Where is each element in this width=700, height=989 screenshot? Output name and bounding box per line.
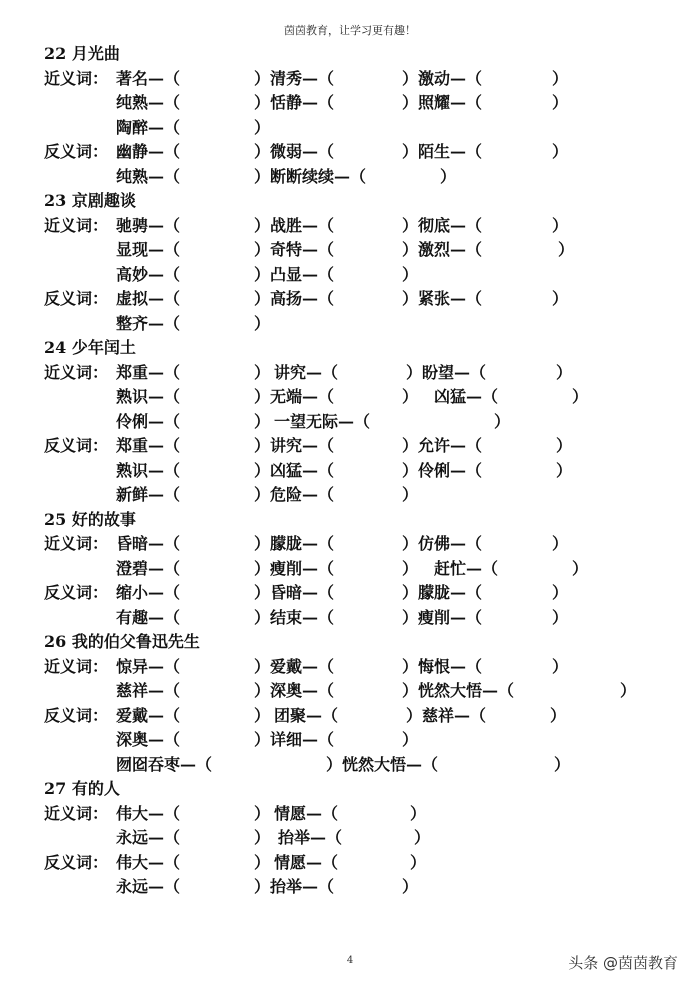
exercise-word: 郑重—（: [116, 362, 181, 382]
row-label: 近义词：: [44, 534, 109, 553]
exercise-word: 永远—（: [116, 877, 181, 896]
exercise-item: [418, 91, 482, 116]
answer-blank-close[interactable]: ）: [254, 877, 271, 896]
exercise-word: 战胜—（: [270, 215, 335, 235]
exercise-word: 有趣—（: [116, 607, 181, 627]
exercise-item: [418, 532, 482, 557]
exercise-row: [44, 483, 664, 508]
exercise-item: [116, 385, 180, 410]
answer-blank-close[interactable]: ）: [402, 460, 419, 480]
exercise-item: [116, 753, 212, 778]
exercise-word: 抬举—（: [278, 828, 343, 847]
answer-blank-close[interactable]: ）: [254, 142, 271, 161]
exercise-item: [270, 655, 334, 680]
lesson-title: [44, 42, 664, 67]
exercise-word: 缩小—（: [116, 583, 181, 602]
answer-blank-close[interactable]: ）: [402, 240, 419, 259]
exercise-word: 郑重—（: [116, 436, 181, 455]
exercise-row: [44, 581, 664, 606]
exercise-word: 无端—（: [270, 387, 335, 406]
exercise-item: [270, 875, 334, 900]
exercise-word: 昏暗—（: [116, 534, 181, 553]
answer-blank-close[interactable]: ）: [402, 607, 419, 627]
row-label: 反义词：: [44, 142, 109, 161]
exercise-item: [116, 91, 180, 116]
exercise-item: [274, 704, 338, 729]
watermark-text: 头条 @茵茵教育: [568, 954, 678, 972]
exercise-word: 盼望—（: [422, 362, 487, 382]
exercise-word: 情愿—（: [274, 852, 339, 872]
exercise-word: 新鲜—（: [116, 485, 181, 504]
lesson-title: [44, 189, 664, 214]
answer-blank-close[interactable]: ）: [402, 485, 419, 504]
lesson-title-text: 25 好的故事: [44, 509, 136, 529]
exercise-word: 虚拟—（: [116, 289, 181, 308]
exercise-row: [44, 116, 664, 141]
exercise-item: [270, 165, 366, 190]
exercise-item: [418, 655, 482, 680]
page-header: 茵茵教育，让学习更有趣！: [284, 24, 416, 37]
exercise-item: [278, 826, 342, 851]
watermark: [568, 952, 678, 973]
exercise-item: [434, 385, 498, 410]
answer-blank-close[interactable]: ）: [440, 166, 457, 186]
exercise-word: 伟大—（: [116, 852, 181, 872]
exercise-item: [116, 165, 180, 190]
exercise-row: [44, 312, 664, 337]
exercise-item: [434, 557, 498, 582]
answer-blank-close[interactable]: ）: [552, 656, 569, 676]
answer-blank-close[interactable]: ）: [402, 583, 419, 602]
exercise-row: [44, 91, 664, 116]
exercise-item: [270, 263, 334, 288]
exercise-row: [44, 67, 664, 92]
exercise-word: 高妙—（: [116, 264, 181, 284]
answer-blank-close[interactable]: ）: [552, 583, 569, 602]
answer-blank-close[interactable]: ）: [254, 313, 271, 333]
exercise-row: [44, 238, 664, 263]
exercise-word: 永远—（: [116, 828, 181, 847]
exercise-word: 幽静—（: [116, 142, 181, 161]
exercise-item: [270, 287, 334, 312]
exercise-item: [116, 581, 180, 606]
lesson-title-text: 26 我的伯父鲁迅先生: [44, 632, 200, 651]
exercise-item: [116, 459, 180, 484]
exercise-word: 恍然大悟—（: [418, 681, 515, 700]
exercise-word: 激动—（: [418, 68, 483, 88]
answer-blank-close[interactable]: ）: [414, 828, 431, 847]
exercise-word: 讲究—（: [274, 362, 339, 382]
exercise-item: [270, 532, 334, 557]
exercise-word: 熟识—（: [116, 387, 181, 406]
answer-blank-close[interactable]: ）: [402, 656, 419, 676]
exercise-word: 朦胧—（: [418, 583, 483, 602]
answer-blank-close[interactable]: ）: [254, 436, 271, 455]
answer-blank-close[interactable]: ）: [254, 68, 271, 88]
exercise-item: [116, 410, 180, 435]
answer-blank-close[interactable]: ）: [552, 607, 569, 627]
exercise-item: [116, 655, 180, 680]
answer-blank-close[interactable]: ）: [254, 117, 271, 137]
worksheet-body: [44, 42, 664, 900]
exercise-word: 彻底—（: [418, 215, 483, 235]
exercise-item: [418, 434, 482, 459]
answer-blank-close[interactable]: ）: [406, 362, 423, 382]
exercise-word: 著名—（: [116, 68, 181, 88]
exercise-item: [116, 434, 180, 459]
answer-blank-close[interactable]: ）: [402, 534, 419, 553]
exercise-item: [274, 361, 338, 386]
answer-blank-close[interactable]: ）: [402, 436, 419, 455]
exercise-item: [270, 728, 334, 753]
exercise-word: 讲究—（: [270, 436, 335, 455]
exercise-word: 深奥—（: [270, 681, 335, 700]
exercise-row: [44, 557, 664, 582]
answer-blank-close[interactable]: ）: [402, 142, 419, 161]
answer-blank-close[interactable]: ）: [552, 215, 569, 235]
exercise-item: [270, 91, 334, 116]
exercise-word: 赶忙—（: [434, 558, 499, 578]
exercise-item: [270, 679, 334, 704]
exercise-row: [44, 704, 664, 729]
exercise-item: [342, 753, 438, 778]
exercise-word: 奇特—（: [270, 240, 335, 259]
exercise-row: [44, 287, 664, 312]
answer-blank-close[interactable]: ）: [550, 705, 567, 725]
exercise-word: 恍然大悟—（: [342, 754, 439, 774]
exercise-word: 爱戴—（: [270, 656, 335, 676]
answer-blank-close[interactable]: ）: [254, 583, 271, 602]
exercise-row: [44, 214, 664, 239]
answer-blank-close[interactable]: ）: [556, 436, 573, 455]
answer-blank-close[interactable]: ）: [254, 362, 271, 382]
answer-blank-close[interactable]: ）: [254, 289, 271, 308]
exercise-word: 陶醉—（: [116, 117, 181, 137]
exercise-word: 仿佛—（: [418, 534, 483, 553]
exercise-item: [418, 679, 514, 704]
exercise-item: [270, 606, 334, 631]
exercise-word: 激烈—（: [418, 240, 483, 259]
answer-blank-close[interactable]: ）: [402, 68, 419, 88]
answer-blank-close[interactable]: ）: [254, 607, 271, 627]
lesson-title: [44, 508, 664, 533]
exercise-word: 允许—（: [418, 436, 483, 455]
exercise-item: [116, 312, 180, 337]
exercise-word: 凶猛—（: [434, 387, 499, 406]
answer-blank-close[interactable]: ）: [254, 681, 271, 700]
exercise-item: [270, 385, 334, 410]
exercise-item: [116, 875, 180, 900]
row-label: 近义词：: [44, 362, 109, 382]
exercise-row: [44, 263, 664, 288]
exercise-item: [116, 826, 180, 851]
answer-blank-close[interactable]: ）: [558, 240, 575, 259]
answer-blank-close[interactable]: ）: [402, 93, 419, 112]
exercise-item: [116, 287, 180, 312]
exercise-item: [270, 238, 334, 263]
exercise-row: [44, 385, 664, 410]
exercise-word: 慈祥—（: [422, 705, 487, 725]
answer-blank-close[interactable]: ）: [556, 460, 573, 480]
exercise-item: [116, 802, 180, 827]
exercise-item: [270, 140, 334, 165]
answer-blank-close[interactable]: ）: [402, 681, 419, 700]
exercise-word: 情愿—（: [274, 803, 339, 823]
exercise-word: 紧张—（: [418, 289, 483, 308]
answer-blank-close[interactable]: ）: [254, 828, 271, 847]
lesson-title: [44, 630, 664, 655]
exercise-item: [116, 263, 180, 288]
exercise-item: [418, 238, 482, 263]
exercise-item: [116, 557, 180, 582]
answer-blank-close[interactable]: ）: [406, 705, 423, 725]
exercise-item: [116, 851, 180, 876]
exercise-item: [422, 361, 486, 386]
answer-blank-close[interactable]: ）: [254, 558, 271, 578]
exercise-item: [274, 410, 370, 435]
exercise-word: 凸显—（: [270, 264, 335, 284]
answer-blank-close[interactable]: ）: [410, 803, 427, 823]
exercise-word: 抬举—（: [270, 877, 335, 896]
exercise-word: 详细—（: [270, 730, 335, 749]
answer-blank-close[interactable]: ）: [554, 754, 571, 774]
exercise-word: 恬静—（: [270, 93, 335, 112]
row-label: 反义词：: [44, 583, 109, 602]
exercise-item: [116, 679, 180, 704]
exercise-word: 伶俐—（: [418, 460, 483, 480]
exercise-word: 微弱—（: [270, 142, 335, 161]
exercise-item: [418, 581, 482, 606]
answer-blank-close[interactable]: ）: [402, 877, 419, 896]
lesson-title-text: 24 少年闰土: [44, 338, 136, 357]
page-number: 4: [346, 955, 354, 966]
exercise-row: [44, 826, 664, 851]
exercise-item: [270, 67, 334, 92]
exercise-item: [116, 728, 180, 753]
answer-blank-close[interactable]: ）: [552, 93, 569, 112]
exercise-word: 昏暗—（: [270, 583, 335, 602]
row-label: 近义词：: [44, 656, 109, 676]
answer-blank-close[interactable]: ）: [402, 215, 419, 235]
exercise-item: [270, 581, 334, 606]
answer-blank-close[interactable]: ）: [620, 681, 637, 700]
exercise-item: [274, 802, 338, 827]
lesson-title: [44, 336, 664, 361]
exercise-word: 纯熟—（: [116, 166, 181, 186]
row-label: 反义词：: [44, 705, 109, 725]
exercise-item: [116, 483, 180, 508]
answer-blank-close[interactable]: ）: [254, 264, 271, 284]
answer-blank-close[interactable]: ）: [254, 411, 271, 431]
exercise-word: 一望无际—（: [274, 411, 371, 431]
exercise-word: 团聚—（: [274, 705, 339, 725]
answer-blank-close[interactable]: ）: [254, 730, 271, 749]
exercise-word: 高扬—（: [270, 289, 335, 308]
exercise-row: [44, 851, 664, 876]
exercise-item: [116, 532, 180, 557]
exercise-row: [44, 753, 664, 778]
exercise-item: [270, 214, 334, 239]
exercise-item: [270, 483, 334, 508]
exercise-row: [44, 532, 664, 557]
answer-blank-close[interactable]: ）: [326, 754, 343, 774]
answer-blank-close[interactable]: ）: [254, 534, 271, 553]
exercise-word: 悔恨—（: [418, 656, 483, 676]
answer-blank-close[interactable]: ）: [254, 705, 271, 725]
exercise-word: 深奥—（: [116, 730, 181, 749]
answer-blank-close[interactable]: ）: [254, 215, 271, 235]
exercise-item: [418, 214, 482, 239]
exercise-word: 惊异—（: [116, 656, 181, 676]
exercise-word: 驰骋—（: [116, 215, 181, 235]
lesson-title: [44, 777, 664, 802]
exercise-item: [116, 704, 180, 729]
exercise-item: [422, 704, 486, 729]
exercise-word: 澄碧—（: [116, 558, 181, 578]
exercise-item: [418, 287, 482, 312]
exercise-word: 凶猛—（: [270, 460, 335, 480]
lesson-title-text: 23 京剧趣谈: [44, 191, 136, 210]
exercise-word: 伶俐—（: [116, 411, 181, 431]
answer-blank-close[interactable]: ）: [254, 852, 271, 872]
exercise-row: [44, 655, 664, 680]
exercise-word: 陌生—（: [418, 142, 483, 161]
exercise-word: 显现—（: [116, 240, 181, 259]
exercise-word: 结束—（: [270, 607, 335, 627]
exercise-item: [270, 434, 334, 459]
exercise-word: 囫囵吞枣—（: [116, 754, 213, 774]
answer-blank-close[interactable]: ）: [402, 264, 419, 284]
answer-blank-close[interactable]: ）: [552, 68, 569, 88]
lesson-title-text: 27 有的人: [44, 779, 120, 798]
exercise-row: [44, 606, 664, 631]
answer-blank-close[interactable]: ）: [254, 803, 271, 823]
exercise-item: [270, 459, 334, 484]
row-label: 近义词：: [44, 215, 109, 235]
exercise-word: 熟识—（: [116, 460, 181, 480]
answer-blank-close[interactable]: ）: [410, 852, 427, 872]
answer-blank-close[interactable]: ）: [402, 289, 419, 308]
exercise-item: [116, 140, 180, 165]
answer-blank-close[interactable]: ）: [254, 656, 271, 676]
exercise-item: [418, 140, 482, 165]
lesson-title-text: 22 月光曲: [44, 44, 120, 63]
exercise-row: [44, 434, 664, 459]
exercise-word: 整齐—（: [116, 313, 181, 333]
exercise-row: [44, 802, 664, 827]
exercise-item: [418, 67, 482, 92]
exercise-item: [116, 361, 180, 386]
exercise-item: [116, 67, 180, 92]
exercise-item: [116, 116, 180, 141]
row-label: 近义词：: [44, 68, 109, 88]
exercise-word: 纯熟—（: [116, 93, 181, 112]
exercise-item: [270, 557, 334, 582]
answer-blank-close[interactable]: ）: [254, 240, 271, 259]
answer-blank-close[interactable]: ）: [556, 362, 573, 382]
exercise-row: [44, 165, 664, 190]
exercise-item: [418, 606, 482, 631]
exercise-row: [44, 875, 664, 900]
row-label: 近义词：: [44, 803, 109, 823]
exercise-item: [116, 214, 180, 239]
exercise-word: 清秀—（: [270, 68, 335, 88]
exercise-word: 爱戴—（: [116, 705, 181, 725]
exercise-word: 瘦削—（: [270, 558, 335, 578]
exercise-word: 慈祥—（: [116, 681, 181, 700]
exercise-item: [116, 606, 180, 631]
exercise-word: 危险—（: [270, 485, 335, 504]
exercise-row: [44, 679, 664, 704]
answer-blank-close[interactable]: ）: [552, 534, 569, 553]
row-label: 反义词：: [44, 289, 109, 308]
answer-blank-close[interactable]: ）: [254, 485, 271, 504]
answer-blank-close[interactable]: ）: [552, 289, 569, 308]
exercise-row: [44, 140, 664, 165]
answer-blank-close[interactable]: ）: [254, 460, 271, 480]
row-label: 反义词：: [44, 852, 109, 872]
answer-blank-close[interactable]: ）: [402, 730, 419, 749]
exercise-row: [44, 459, 664, 484]
answer-blank-close[interactable]: ）: [402, 558, 419, 578]
exercise-word: 照耀—（: [418, 93, 483, 112]
row-label: 反义词：: [44, 436, 109, 455]
answer-blank-close[interactable]: ）: [254, 387, 271, 406]
exercise-item: [274, 851, 338, 876]
exercise-row: [44, 728, 664, 753]
answer-blank-close[interactable]: ）: [254, 93, 271, 112]
exercise-word: 伟大—（: [116, 803, 181, 823]
answer-blank-close[interactable]: ）: [552, 142, 569, 161]
answer-blank-close[interactable]: ）: [494, 411, 511, 431]
exercise-item: [418, 459, 482, 484]
answer-blank-close[interactable]: ）: [572, 558, 589, 578]
exercise-word: 瘦削—（: [418, 607, 483, 627]
exercise-item: [116, 238, 180, 263]
exercise-row: [44, 410, 664, 435]
answer-blank-close[interactable]: ）: [254, 166, 271, 186]
exercise-row: [44, 361, 664, 386]
answer-blank-close[interactable]: ）: [402, 387, 419, 406]
exercise-word: 断断续续—（: [270, 166, 367, 186]
answer-blank-close[interactable]: ）: [572, 387, 589, 406]
exercise-word: 朦胧—（: [270, 534, 335, 553]
